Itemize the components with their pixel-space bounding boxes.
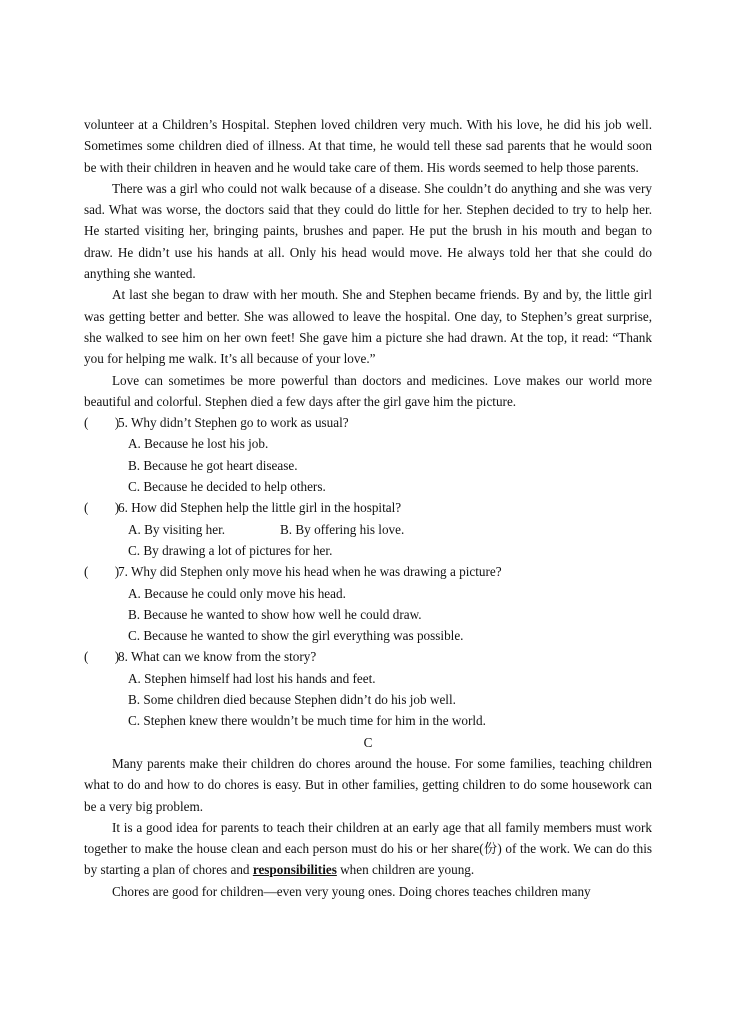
option-a: A. Because he lost his job. <box>128 436 269 452</box>
story-paragraph-3: At last she began to draw with her mouth. She and Stephen became friends. By and by, the little girl was getting better and better. She was allowed to leave the hospital. One day, to Stephen’s great surprise, she walked to see him on her own feet! She gave him a picture she had drawn. At the top, it read: “Thank you for helping me walk. It’s all because of your love.” <box>84 287 652 367</box>
option-c: C. By drawing a lot of pictures for her. <box>128 542 333 558</box>
option-c: C. Stephen knew there wouldn’t be much time for him in the world. <box>128 713 486 729</box>
option-c: C. Because he wanted to show the girl everything was possible. <box>128 628 464 644</box>
question-8 <box>84 646 652 667</box>
c-paragraph-1: Many parents make their children do chores around the house. For some families, teaching children what to do and how to do chores is easy. But in other families, getting children to do some housework can be a very big problem. <box>84 755 652 814</box>
question-stem: 5. Why didn’t Stephen go to work as usual? <box>118 415 349 431</box>
answer-blank[interactable]: ( ) <box>84 564 120 580</box>
question-stem: 7. Why did Stephen only move his head when he was drawing a picture? <box>118 564 502 580</box>
option-a: A. Stephen himself had lost his hands and feet. <box>128 670 376 686</box>
option-a: A. By visiting her. <box>128 521 226 537</box>
c-paragraph-2 <box>84 817 652 881</box>
option-b: B. Because he got heart disease. <box>128 457 298 473</box>
option-b: B. Some children died because Stephen didn’t do his job well. <box>128 692 456 708</box>
story-paragraph-4: Love can sometimes be more powerful than doctors and medicines. Love makes our world more beautiful and colorful. Stephen died a few days after the girl gave him the picture. <box>84 372 652 409</box>
answer-blank[interactable]: ( ) <box>84 649 120 665</box>
document-page <box>84 114 652 902</box>
story-paragraph-1: volunteer at a Children’s Hospital. Stephen loved children very much. With his love, he did his job well. Sometimes some children died of illness. At that time, he would tell these sad parents that he would soon be with their children in heaven and he would take care of them. His words seemed to help those parents. <box>84 117 652 175</box>
answer-blank[interactable]: ( ) <box>84 500 120 516</box>
options-row <box>84 519 652 540</box>
section-heading-c: C <box>363 734 373 750</box>
c-paragraph-2-text: It is a good idea for parents to teach their children at an early age that all family members must work together to make the house clean and each person must do his or her share(份) of the work. We can do this by starting a plan of chores and <box>84 819 652 878</box>
c-paragraph-2-tail: when children are young. <box>336 862 475 878</box>
option-b: B. Because he wanted to show how well he could draw. <box>128 606 422 622</box>
question-stem: 6. How did Stephen help the little girl in the hospital? <box>118 500 402 516</box>
story-paragraph-2: There was a girl who could not walk because of a disease. She couldn’t do anything and she was very sad. What was worse, the doctors said that they could do little for her. Stephen decided to try to help her. He started visiting her, bringing paints, brushes and paper. He put the brush in his mouth and began to draw. He didn’t use his hands at all. Only his head would move. He always told her that she could do anything she wanted. <box>84 180 652 282</box>
option-b: B. By offering his love. <box>280 521 405 537</box>
option-a: A. Because he could only move his head. <box>128 585 346 601</box>
question-stem: 8. What can we know from the story? <box>118 649 317 665</box>
question-6 <box>84 497 652 518</box>
option-c: C. Because he decided to help others. <box>128 479 326 495</box>
keyword-responsibilities: responsibilities <box>252 862 337 878</box>
answer-blank[interactable]: ( ) <box>84 415 120 431</box>
c-paragraph-3: Chores are good for children—even very young ones. Doing chores teaches children many <box>112 883 591 899</box>
question-5 <box>84 412 652 433</box>
question-7 <box>84 561 652 582</box>
